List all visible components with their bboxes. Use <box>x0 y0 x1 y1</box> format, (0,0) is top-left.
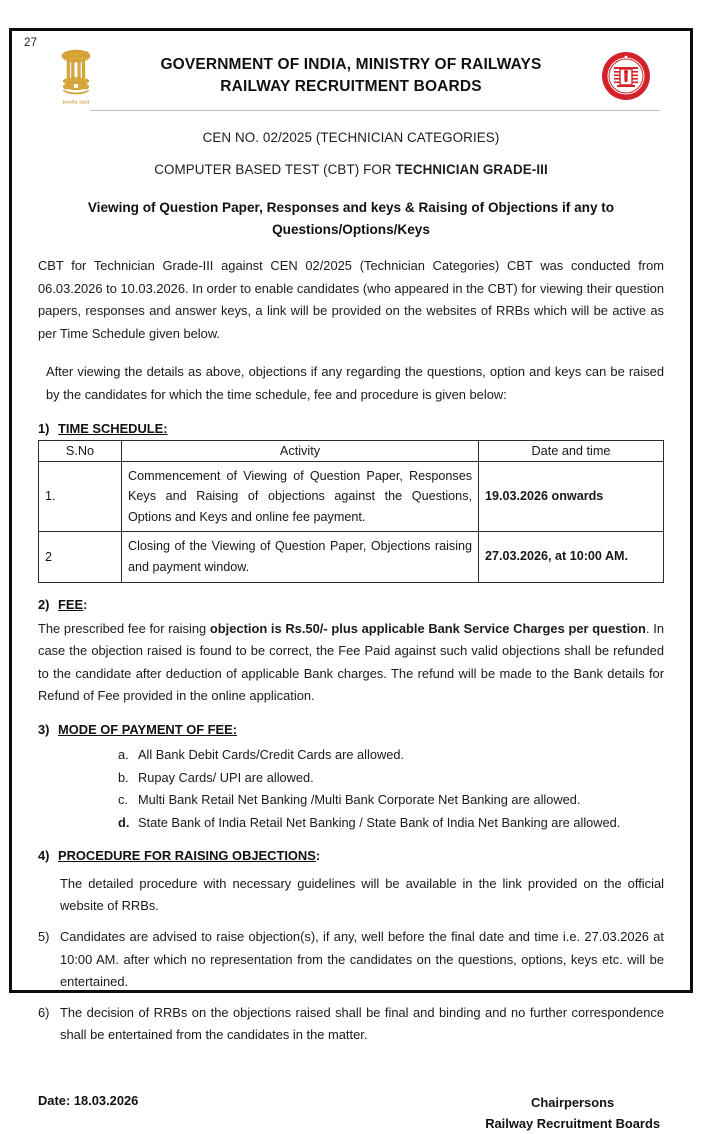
column-header-activity: Activity <box>122 440 479 461</box>
page-title-line-1: Viewing of Question Paper, Responses and keys & Raising of Objections if any <box>87 200 598 215</box>
fee-text-bold: objection is Rs.50/- plus applicable Bank Service Charges per question <box>209 620 646 636</box>
header-divider <box>90 110 660 111</box>
document-header <box>12 31 690 109</box>
section-4-text: The detailed procedure with necessary guidelines will be available in the link provided on the official website of RRBs. <box>60 875 664 914</box>
list-item <box>118 790 664 811</box>
column-header-sno: S.No <box>39 440 122 461</box>
list-marker: d. <box>118 815 130 831</box>
cbt-title-prefix: COMPUTER BASED TEST (CBT) FOR <box>154 162 396 177</box>
section-6 <box>38 1002 664 1047</box>
fee-paragraph <box>38 618 664 708</box>
section-2-colon: : <box>83 596 88 612</box>
emblem-slot <box>30 47 122 105</box>
section-3-title: MODE OF PAYMENT OF FEE: <box>58 722 238 738</box>
document-body <box>12 255 690 1047</box>
section-5 <box>38 926 664 994</box>
list-marker: b. <box>118 769 129 785</box>
list-item-label: State Bank of India Retail Net Banking / State Bank of India Net Banking are allowed. <box>138 815 621 831</box>
section-3-number: 3) <box>38 722 50 738</box>
list-item <box>118 745 664 766</box>
section-6-number: 6) <box>38 1004 50 1020</box>
header-line-1: GOVERNMENT OF INDIA, MINISTRY OF RAILWAYS <box>160 55 542 73</box>
table-row <box>39 532 664 582</box>
cell-sno: 2 <box>39 532 122 582</box>
header-line-2: RAILWAY RECRUITMENT BOARDS <box>220 78 482 95</box>
table-row <box>39 461 664 532</box>
page-title <box>12 197 690 241</box>
document-footer <box>12 1093 690 1134</box>
section-5-number: 5) <box>38 929 50 945</box>
intro-paragraph-1: CBT for Technician Grade-III against CEN 02/2025 (Technician Categories) CBT was conducted from 06.03.2026 to 10.03.2026. In order to enable candidates (who appeared in the CBT) for viewing their question papers, responses and answer keys, a link will be provided on the websites of RRBs which will be active as per Time Schedule given below. <box>38 258 664 341</box>
cell-sno: 1. <box>39 461 122 532</box>
list-item <box>118 768 664 789</box>
table-header-row <box>39 440 664 461</box>
section-4-heading <box>38 848 664 863</box>
list-marker: c. <box>118 792 128 808</box>
page-title-line-2: to Questions/Options/Keys <box>272 200 615 238</box>
indian-railways-seal-icon <box>601 51 651 101</box>
signature-line-2: Railway Recruitment Boards <box>485 1115 660 1131</box>
section-5-text: Candidates are advised to raise objection(s), if any, well before the final date and time i.e. 27.03.2026 at 10:00 AM. after which no representation from the candidates on the questions, options, keys etc. will be entertained. <box>60 929 664 990</box>
cell-date: 27.03.2026, at 10:00 AM. <box>479 532 664 582</box>
section-2-heading <box>38 597 664 612</box>
section-2-number: 2) <box>38 596 50 612</box>
page-number: 27 <box>24 37 38 49</box>
section-4-number: 4) <box>38 847 50 863</box>
cen-number-title: CEN NO. 02/2025 (TECHNICIAN CATEGORIES) <box>202 130 500 145</box>
header-titles <box>122 54 580 99</box>
section-3-heading <box>38 722 664 737</box>
time-schedule-table <box>38 440 664 583</box>
section-6-text: The decision of RRBs on the objections raised shall be final and binding and no further correspondence shall be entertained from the candidates in the matter. <box>60 1004 664 1043</box>
cell-activity: Commencement of Viewing of Question Paper, Responses Keys and Raising of objections against the Questions, Options and Keys and online fee payment. <box>122 461 479 532</box>
section-1-number: 1) <box>38 420 50 436</box>
list-item <box>118 813 664 834</box>
list-item-label: Multi Bank Retail Net Banking /Multi Bank Corporate Net Banking are allowed. <box>138 792 581 808</box>
column-header-date: Date and time <box>479 440 664 461</box>
cell-date: 19.03.2026 onwards <box>479 461 664 532</box>
section-2-title: FEE <box>58 596 84 612</box>
list-item-label: Rupay Cards/ UPI are allowed. <box>138 769 314 785</box>
footer-date: Date: 18.03.2026 <box>38 1092 139 1108</box>
cbt-title-bold: TECHNICIAN GRADE-III <box>395 162 548 177</box>
document-page <box>9 28 693 1131</box>
section-4-title: PROCEDURE FOR RAISING OBJECTIONS <box>58 847 316 863</box>
section-1-heading <box>38 421 664 436</box>
seal-slot <box>580 51 672 101</box>
ashoka-emblem-icon <box>53 47 99 105</box>
section-4-colon: : <box>315 847 321 863</box>
section-1-title: TIME SCHEDULE: <box>58 420 168 436</box>
payment-mode-list <box>38 745 664 834</box>
fee-text-part-1: The prescribed fee for raising <box>38 620 210 636</box>
emblem-motto: सत्यमेव जयते <box>62 100 90 106</box>
intro-paragraph-2: After viewing the details as above, objections if any regarding the questions, option and keys can be raised by the candidates for which the time schedule, fee and procedure is given below: <box>46 364 664 402</box>
fee-text-part-2: . In case the objection raised is found to be correct, the Fee Paid against such valid objections shall be refunded to the candidate after deduction of applicable Bank charges. The refund will be made to the Bank details for Refund of Fee provided in the online application. <box>38 620 664 704</box>
footer-signature <box>485 1093 660 1134</box>
cell-activity: Closing of the Viewing of Question Paper, Objections raising and payment window. <box>122 532 479 582</box>
list-item-label: All Bank Debit Cards/Credit Cards are allowed. <box>138 747 405 763</box>
signature-line-1: Chairpersons <box>531 1094 615 1110</box>
cbt-title <box>12 162 690 177</box>
list-marker: a. <box>118 747 129 763</box>
